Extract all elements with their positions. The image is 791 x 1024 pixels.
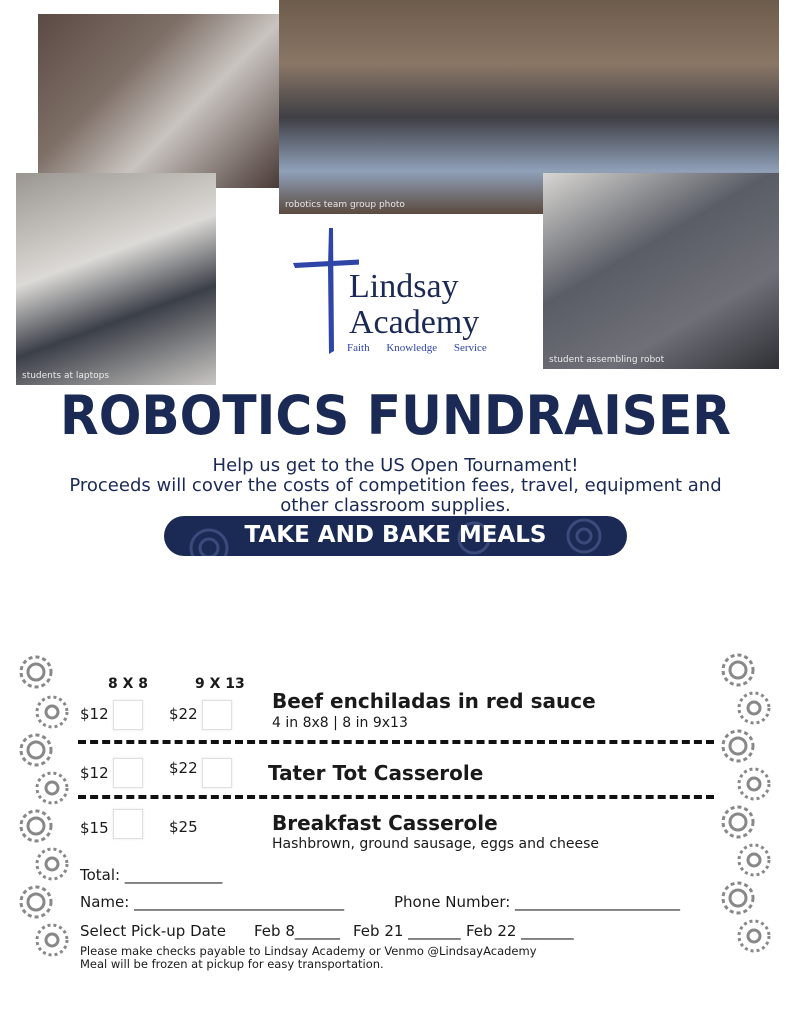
size-header-9x13: 9 X 13 [195,676,245,692]
photo-student-assembling [543,173,779,369]
phone-field[interactable]: Phone Number: ______________________ [394,893,681,911]
photo-caption: students at laptops [22,371,110,381]
frozen-note: Meal will be frozen at pickup for easy transportation. [80,957,384,971]
quantity-box-small[interactable] [113,700,143,730]
price-large: $22 [169,705,198,723]
item-description: Hashbrown, ground sausage, eggs and cheese [272,836,600,852]
item-name: Breakfast Casserole [272,811,498,835]
pickup-label: Select Pick-up Date [80,922,226,940]
quantity-box-large[interactable] [202,700,232,730]
divider [78,795,714,799]
subtitle-line-1: Help us get to the US Open Tournament! [212,455,579,476]
item-name: Tater Tot Casserole [268,761,484,785]
pickup-date-feb-21[interactable]: Feb 21 _______ [353,922,461,940]
name-field[interactable]: Name: ____________________________ [80,893,345,911]
photo-students-building [38,14,279,188]
item-name: Beef enchiladas in red sauce [272,689,596,713]
divider [78,740,714,744]
gears-right-icon [712,648,791,968]
pickup-date-feb-8[interactable]: Feb 8______ [254,922,340,940]
price-small: $12 [80,705,109,723]
photo-students-laptops [16,173,216,385]
photo-caption: student assembling robot [549,355,665,365]
pickup-date-feb-22[interactable]: Feb 22 _______ [466,922,574,940]
logo-tagline: Faith Knowledge Service [347,342,487,354]
price-small: $12 [80,764,109,782]
logo-line-1: Lindsay [349,268,459,305]
page-title: ROBOTICS FUNDRAISER [60,384,731,447]
size-header-8x8: 8 X 8 [108,676,149,692]
price-large: $25 [169,818,198,836]
quantity-box-large[interactable] [202,758,232,788]
subtitle-line-2: Proceeds will cover the costs of competition fees, travel, equipment and [69,475,722,496]
price-small: $15 [80,819,109,837]
subtitle-line-3: other classroom supplies. [280,495,511,516]
school-logo [285,222,545,362]
banner-label: TAKE AND BAKE MEALS [244,522,547,548]
quantity-box-small[interactable] [113,758,143,788]
quantity-box-small[interactable] [113,809,143,839]
payment-note: Please make checks payable to Lindsay Academy or Venmo @LindsayAcademy [80,944,537,958]
gears-left-icon [14,648,94,968]
total-field[interactable]: Total: _____________ [80,866,223,884]
photo-caption: robotics team group photo [285,200,405,210]
price-large: $22 [169,759,198,777]
meals-banner [164,516,627,556]
item-description: 4 in 8x8 | 8 in 9x13 [272,715,408,731]
logo-line-2: Academy [349,304,480,341]
